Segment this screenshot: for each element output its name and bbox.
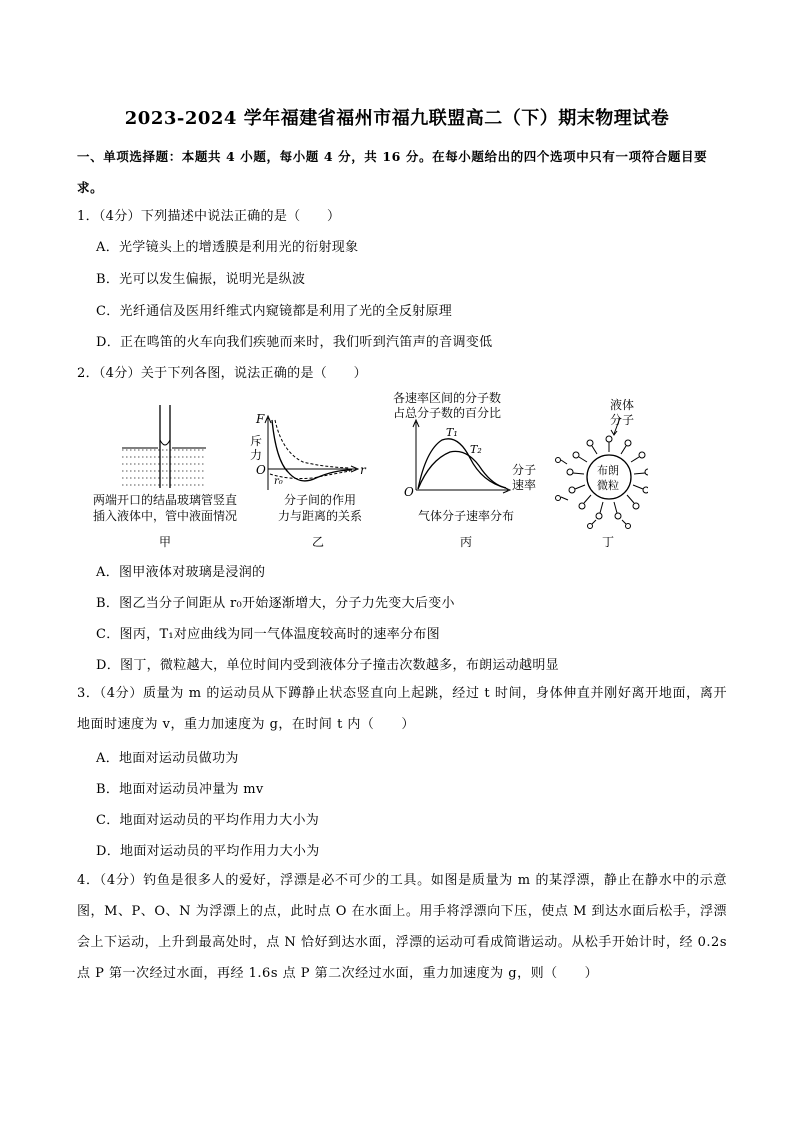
- bing-x-label-1: 分子: [512, 463, 537, 477]
- bing-x-label-2: 速率: [512, 478, 537, 492]
- bing-origin-label: O: [404, 485, 414, 499]
- question-3-option-a: A．地面对运动员做功为: [96, 751, 239, 766]
- yi-caption-line2: 力与距离的关系: [278, 509, 363, 523]
- yi-caption-line1: 分子间的作用: [284, 493, 357, 507]
- jia-label: 甲: [159, 535, 172, 549]
- question-1-stem: 1．（4分）下列描述中说法正确的是（ ）: [77, 209, 341, 224]
- yi-origin-label: O: [256, 463, 266, 477]
- question-1-option-a: A．光学镜头上的增透膜是利用光的衍射现象: [96, 240, 359, 255]
- yi-axis-label-1: 斥: [250, 434, 263, 448]
- question-3-stem: 3．（4分）质量为 m 的运动员从下蹲静止状态竖直向上起跳，经过 t 时间，身体伸直并刚好离开地面，离开地面时速度为 v，重力加速度为 g，在时间 t 内（ ）: [77, 686, 727, 732]
- figure-jia: [122, 405, 206, 488]
- ding-label-molecule: 分子: [610, 413, 635, 427]
- bing-label: 丙: [460, 535, 473, 549]
- question-3-option-b: B．地面对运动员冲量为 mv: [96, 782, 264, 797]
- yi-axis-label-2: 力: [250, 448, 263, 462]
- jia-caption-line2: 插入液体中，管中液面情况: [93, 509, 238, 523]
- question-2-option-d: D．图丁，微粒越大，单位时间内受到液体分子撞击次数越多，布朗运动越明显: [96, 658, 559, 673]
- question-3-option-c: C．地面对运动员的平均作用力大小为: [96, 813, 320, 828]
- question-1-option-c: C．光纤通信及医用纤维式内窥镜都是利用了光的全反射原理: [96, 304, 453, 319]
- question-1-option-d: D．正在鸣笛的火车向我们疾驰而来时，我们听到汽笛声的音调变低: [96, 335, 493, 350]
- bing-caption: 气体分子速率分布: [418, 509, 515, 523]
- yi-r-label: r: [360, 463, 366, 477]
- yi-r0-label: r₀: [274, 476, 283, 487]
- page-title: 2023-2024 学年福建省福州市福九联盟高二（下）期末物理试卷: [124, 108, 670, 129]
- jia-caption-line1: 两端开口的结晶玻璃管竖直: [93, 493, 238, 507]
- question-3-option-d: D．地面对运动员的平均作用力大小为: [96, 844, 320, 859]
- bing-T2-label: T₂: [470, 443, 482, 456]
- bing-y-label-2: 占总分子数的百分比: [393, 406, 502, 420]
- question-1-option-b: B．光可以发生偏振，说明光是纵波: [96, 272, 306, 287]
- question-2-stem: 2．（4分）关于下列各图，说法正确的是（ ）: [77, 366, 367, 381]
- question-2-option-a: A．图甲液体对玻璃是浸润的: [96, 565, 266, 580]
- question-2-figure: [88, 390, 648, 550]
- ding-label-liquid: 液体: [610, 398, 635, 412]
- ding-label: 丁: [602, 535, 615, 549]
- figure-bing: [413, 420, 510, 493]
- ding-center-label-2: 微粒: [597, 479, 619, 492]
- yi-label: 乙: [312, 535, 325, 549]
- bing-y-label-1: 各速率区间的分子数: [393, 391, 502, 405]
- ding-center-label-1: 布朗: [597, 464, 619, 477]
- question-2-option-c: C．图丙，T₁对应曲线为同一气体温度较高时的速率分布图: [96, 627, 440, 642]
- bing-T1-label: T₁: [446, 426, 458, 439]
- question-2-option-b: B．图乙当分子间距从 r₀开始逐渐增大，分子力先变大后变小: [96, 596, 455, 611]
- yi-F-label: F: [256, 412, 265, 426]
- question-4-stem: 4．（4分）钓鱼是很多人的爱好，浮漂是必不可少的工具。如图是质量为 m 的某浮漂，静止在静水中的示意图，M、P、O、N 为浮漂上的点，此时点 O 在水面上。用手将浮漂向下压，使点 M 到达水面后松手，浮漂会上下运动，上升到最高处时，点 N 恰好到达水面，浮漂的运动可看成简谐运动。从松手开始计时，经 0.2s 点 P 第一次经过水面，再经 1.6s 点 P 第二次经过水面，重力加速度为 g，则（ ）: [77, 873, 727, 981]
- section-heading: 一、单项选择题：本题共 4 小题，每小题 4 分，共 16 分。在每小题给出的四个选项中只有一项符合题目要求。: [77, 149, 708, 195]
